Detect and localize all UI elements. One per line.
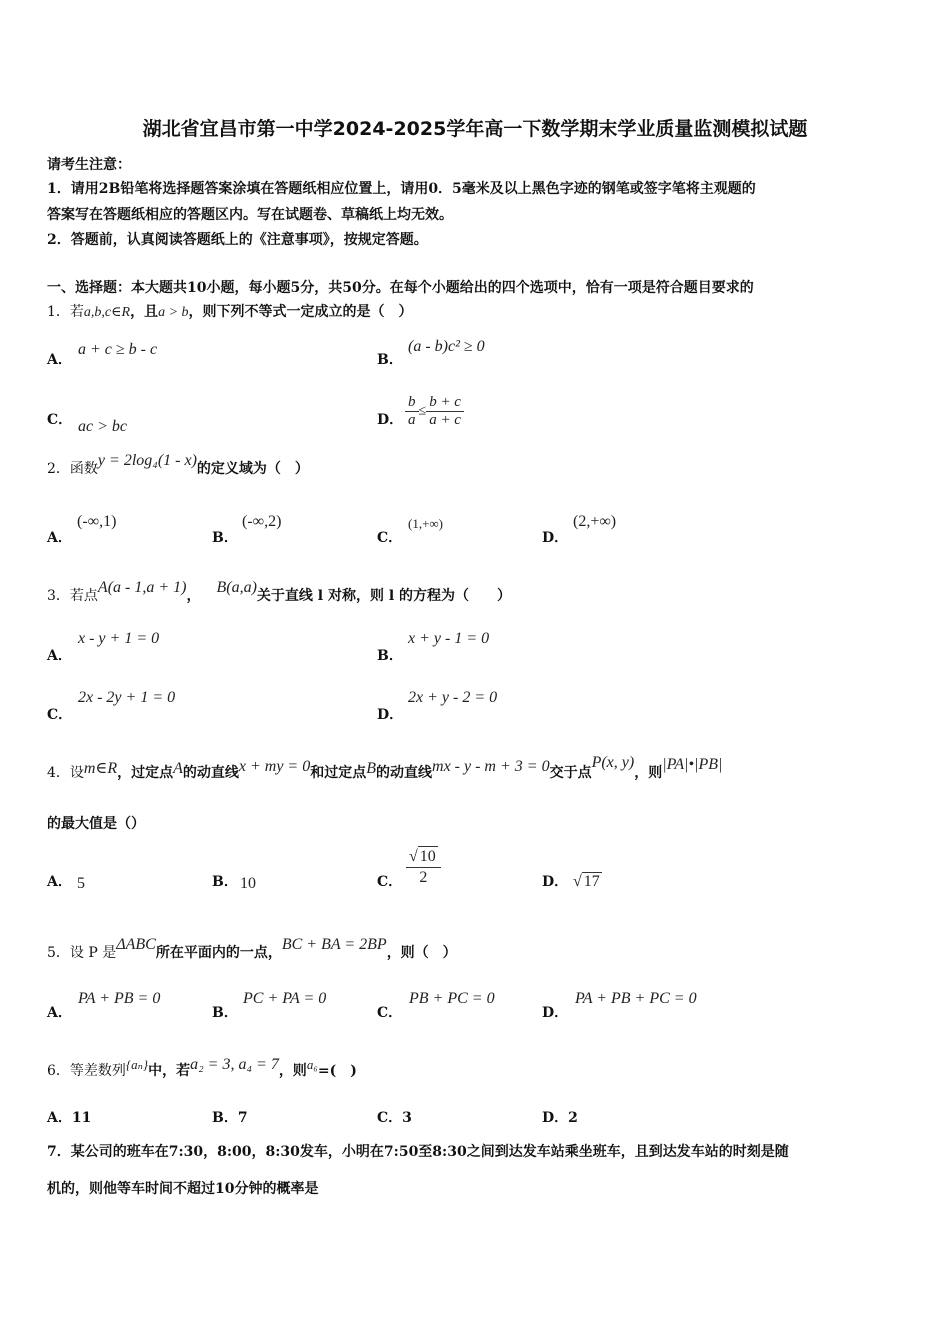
q6-cond: a₂ = 3, a₄ = 7 — [190, 1056, 279, 1073]
q5-option-a-label: A． — [47, 1005, 72, 1021]
q6-seq: {aₙ} — [125, 1057, 149, 1072]
notice-line-1b: 答案写在答题纸相应的答题区内。写在试题卷、草稿纸上均无效。 — [47, 207, 453, 223]
question-4: 4．设m∈R，过定点A的动直线x + my = 0和过定点B的动直线mx - y - m + 3 = 0交于点P(x, y)，则|PA|•|PB| — [47, 754, 723, 781]
q1-vars: a,b,c∈R — [83, 305, 131, 320]
q3-num: 3．若点 — [47, 588, 98, 604]
q5-option-a: PA + PB = 0 — [78, 990, 161, 1007]
q5-option-b: PC + PA = 0 — [243, 990, 327, 1007]
q3-tail: 关于直线 l 对称，则 l 的方程为（ ） — [256, 588, 512, 604]
q4-option-b: 10 — [240, 875, 256, 892]
q4-point-p: P(x, y) — [591, 754, 635, 771]
q3-sep: ， — [186, 588, 201, 604]
q3-option-c-label: C． — [47, 707, 73, 723]
notice-line-2: 2．答题前，认真阅读答题纸上的《注意事项》，按规定答题。 — [47, 232, 428, 248]
q2-tail: 的定义域为（ ） — [196, 461, 309, 477]
q3-point-a: A(a - 1,a + 1) — [97, 579, 187, 596]
q4-option-d: √ 17 — [573, 873, 600, 890]
q3-option-d: 2x + y - 2 = 0 — [408, 689, 498, 706]
q1-num: 1．若 — [47, 304, 84, 320]
q1-option-d-label: D． — [377, 412, 404, 428]
q4-option-a-label: A． — [47, 874, 72, 890]
q4-num: 4．设 — [47, 765, 84, 781]
q5-option-c-label: C． — [377, 1005, 403, 1021]
q1-option-d: $\frac{b}{a}$ ≤ $\frac{b + c}{a + c}$ — [405, 394, 464, 429]
q1-d-rhs: $\frac{b + c}{a + c}$ — [426, 394, 464, 429]
page-title: 湖北省宜昌市第一中学2024-2025学年高一下数学期末学业质量监测模拟试题 — [142, 118, 808, 140]
q1-option-c-label: C． — [47, 412, 73, 428]
q3-option-b-label: B． — [377, 648, 403, 664]
q6-option-d: D．2 — [542, 1110, 578, 1126]
q4-line-2-text: 的最大值是（） — [47, 816, 145, 832]
q4-expr: |PA|•|PB| — [662, 756, 723, 773]
question-7-line-2: 机的，则他等车时间不超过10分钟的概率是 — [47, 1181, 319, 1197]
q2-option-d: (2,+∞) — [573, 513, 617, 530]
q3-option-a-label: A． — [47, 648, 72, 664]
q3-option-c: 2x - 2y + 1 = 0 — [78, 689, 176, 706]
q2-option-b-label: B． — [212, 530, 238, 546]
q6-option-b: B．7 — [212, 1110, 248, 1126]
q5-option-d-label: D． — [542, 1005, 569, 1021]
question-5: 5．设 P 是ΔABC所在平面内的一点，BC + BA = 2BP，则（ ） — [47, 936, 457, 961]
q5-option-b-label: B． — [212, 1005, 238, 1021]
q1-option-b-label: B． — [377, 352, 403, 368]
question-3 — [47, 579, 512, 605]
q1-d-lhs: $\frac{b}{a}$ — [405, 394, 419, 429]
q1-cond: a > b — [158, 305, 189, 320]
q4-line-1: x + my = 0 — [238, 758, 311, 775]
q4-option-d-label: D． — [542, 874, 569, 890]
notice-heading: 请考生注意： — [47, 157, 131, 173]
q4-option-a: 5 — [77, 875, 85, 892]
q6-option-a: A．11 — [47, 1110, 92, 1126]
q6-option-c: C．3 — [377, 1110, 412, 1126]
q4-option-b-label: B． — [212, 874, 238, 890]
question-2 — [47, 452, 309, 478]
section-heading: 一、选择题：本大题共10小题，每小题5分，共50分。在每个小题给出的四个选项中，恰有一项是符合题目要求的 — [47, 280, 754, 296]
q1-option-c: ac > bc — [78, 418, 127, 435]
question-1 — [47, 301, 413, 321]
q1-mid: ，且 — [130, 304, 159, 320]
question-7-line-1: 7．某公司的班车在7:30，8:00，8:30发车，小明在7:50至8:30之间到达发车站乘坐班车，且到达发车站的时刻是随 — [47, 1144, 789, 1160]
q5-num: 5．设 P 是 — [47, 945, 117, 961]
q2-option-c-label: C． — [377, 530, 403, 546]
q1-option-a-label: A． — [47, 352, 72, 368]
q2-expr: y = 2log₄(1 - x) — [97, 452, 197, 469]
q2-num: 2．函数 — [47, 461, 98, 477]
q2-option-d-label: D． — [542, 530, 569, 546]
q4-m: m∈R — [83, 760, 118, 777]
q1-option-b: (a - b)c² ≥ 0 — [408, 338, 485, 355]
q6-a6: a₆ — [306, 1057, 318, 1072]
q5-option-d: PA + PB + PC = 0 — [575, 990, 697, 1007]
q1-option-a: a + c ≥ b - c — [78, 341, 158, 358]
q2-option-a-label: A． — [47, 530, 72, 546]
q5-cond: BC + BA = 2BP — [281, 936, 387, 953]
q5-option-c: PB + PC = 0 — [409, 990, 495, 1007]
q3-option-a: x - y + 1 = 0 — [78, 630, 160, 647]
q3-option-b: x + y - 1 = 0 — [408, 630, 490, 647]
q3-option-d-label: D． — [377, 707, 404, 723]
q2-option-b: (-∞,2) — [242, 513, 282, 530]
q2-option-a: (-∞,1) — [77, 513, 117, 530]
q5-triangle: ΔABC — [116, 936, 156, 953]
notice-line-1a: 1．请用2B铅笔将选择题答案涂填在答题纸相应位置上，请用0．5毫米及以上黑色字迹的钢笔或签字笔将主观题的 — [47, 181, 756, 197]
q4-option-c: $\frac{√ 10}{2}$ — [406, 846, 441, 888]
q1-tail: ，则下列不等式一定成立的是（ ） — [188, 304, 413, 320]
q6-num: 6．等差数列 — [47, 1063, 126, 1079]
q3-point-b: B(a,a) — [216, 579, 257, 596]
q4-option-c-label: C． — [377, 874, 403, 890]
q4-line-2: mx - y - m + 3 = 0 — [432, 758, 550, 775]
question-6: 6．等差数列{aₙ}中，若a₂ = 3, a₄ = 7，则a₆=( ) — [47, 1056, 357, 1079]
q2-option-c: (1,+∞) — [408, 516, 444, 531]
